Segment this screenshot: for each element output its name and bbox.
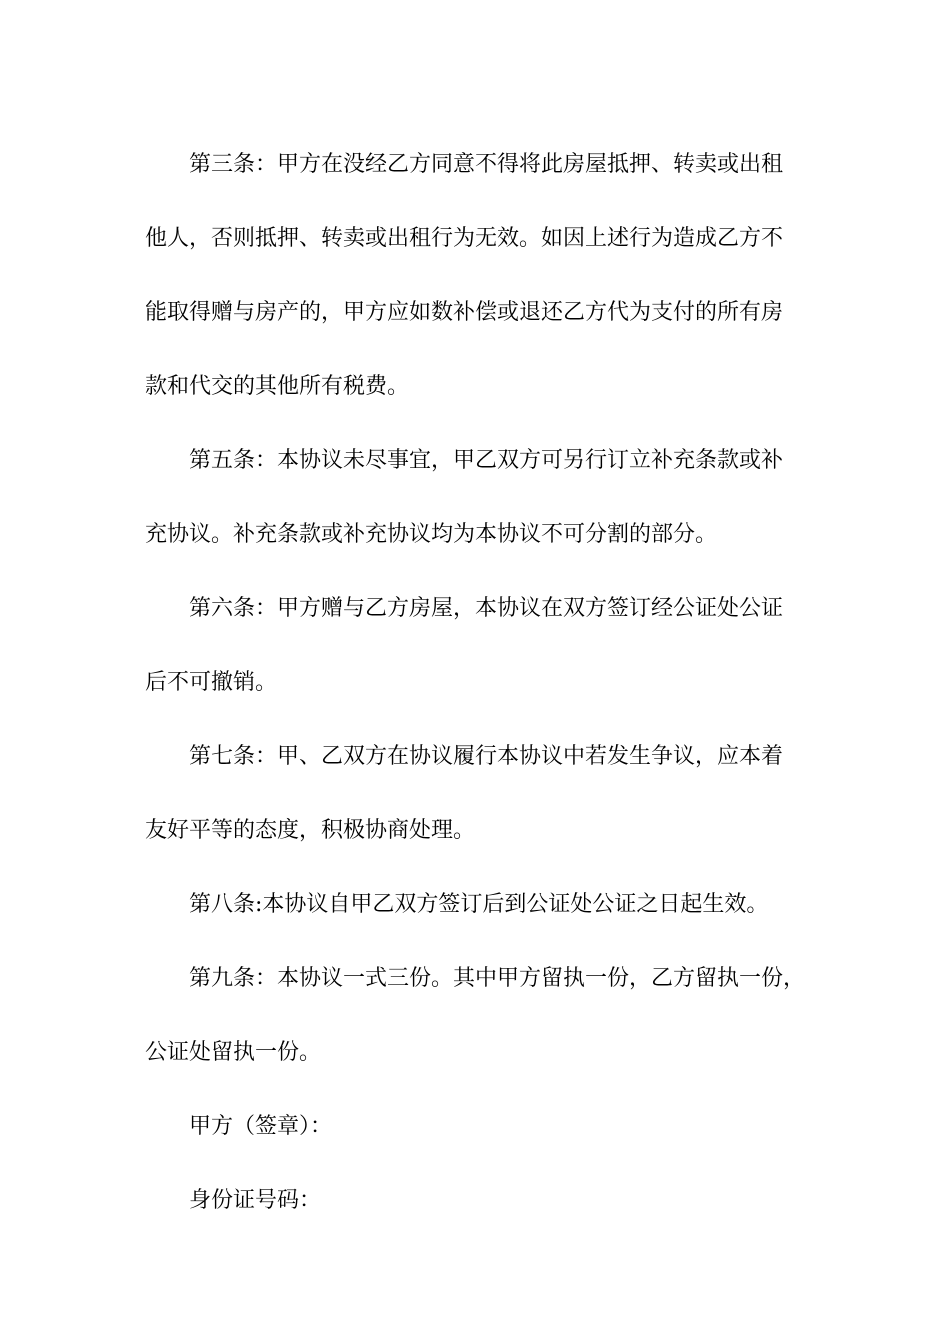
article-9-paragraph (145, 942, 805, 1090)
document-page (145, 128, 805, 1238)
article-9-line-2: 公证处留执一份。 (145, 1040, 322, 1065)
article-6-line-2: 后不可撤销。 (145, 670, 278, 695)
article-3-line-1: 第三条：甲方在没经乙方同意不得将此房屋抵押、转卖或出租 (189, 152, 784, 177)
article-6-line-1: 第六条：甲方赠与乙方房屋，本协议在双方签订经公证处公证 (189, 596, 784, 621)
id-number-paragraph (145, 1164, 805, 1238)
article-7-paragraph (145, 720, 805, 868)
article-5-paragraph (145, 424, 805, 572)
article-9-line-1: 第九条：本协议一式三份。其中甲方留执一份，乙方留执一份， (189, 966, 806, 991)
article-8-paragraph (145, 868, 805, 942)
article-6-paragraph (145, 572, 805, 720)
article-3-paragraph (145, 128, 805, 424)
article-7-line-1: 第七条：甲、乙双方在协议履行本协议中若发生争议，应本着 (189, 744, 784, 769)
party-a-signature-label: 甲方（签章）： (189, 1114, 333, 1139)
article-3-line-3: 能取得赠与房产的，甲方应如数补偿或退还乙方代为支付的所有房 (145, 300, 784, 325)
article-3-line-2: 他人，否则抵押、转卖或出租行为无效。如因上述行为造成乙方不 (145, 226, 784, 251)
article-5-line-2: 充协议。补充条款或补充协议均为本协议不可分割的部分。 (145, 522, 718, 547)
article-7-line-2: 友好平等的态度，积极协商处理。 (145, 818, 476, 843)
id-number-label: 身份证号码： (189, 1188, 322, 1213)
article-3-line-4: 款和代交的其他所有税费。 (145, 374, 410, 399)
party-a-signature-paragraph (145, 1090, 805, 1164)
article-8-line-1: 第八条:本协议自甲乙双方签订后到公证处公证之日起生效。 (189, 892, 769, 917)
article-5-line-1: 第五条：本协议未尽事宜，甲乙双方可另行订立补充条款或补 (189, 448, 784, 473)
